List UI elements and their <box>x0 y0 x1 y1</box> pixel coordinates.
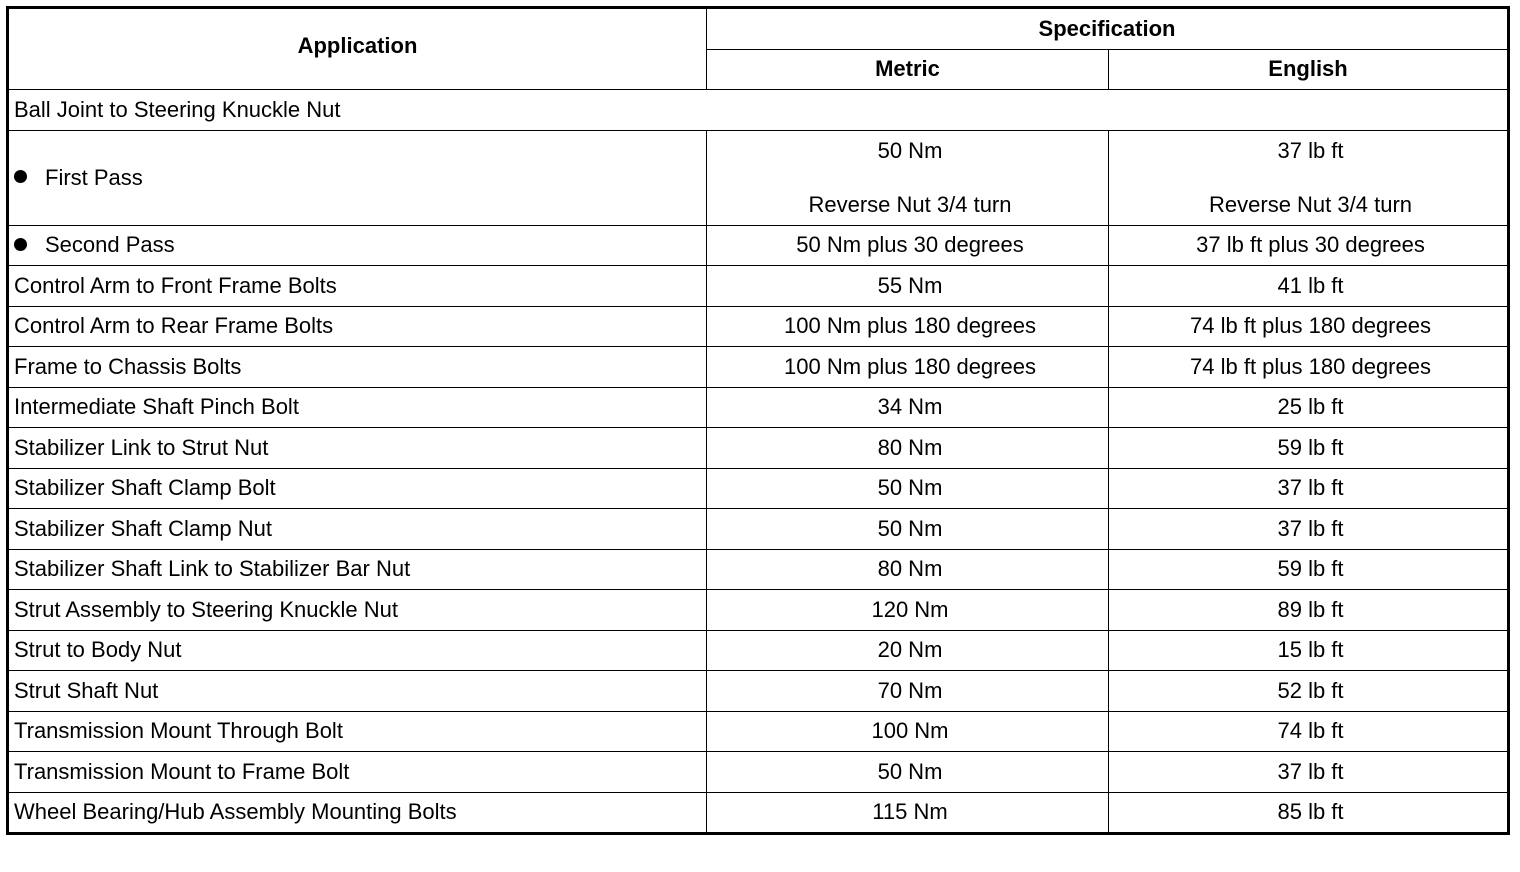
metric-cell: 55 Nm <box>707 266 1109 307</box>
english-cell: 41 lb ft <box>1109 266 1509 307</box>
application-cell: Strut to Body Nut <box>8 630 707 671</box>
table-row <box>8 387 1509 428</box>
metric-cell: 115 Nm <box>707 792 1109 834</box>
second-pass-row <box>8 225 1509 266</box>
table-row <box>8 266 1509 307</box>
application-cell: Stabilizer Shaft Clamp Nut <box>8 509 707 550</box>
english-cell: 37 lb ft <box>1109 468 1509 509</box>
english-cell: 74 lb ft <box>1109 711 1509 752</box>
metric-cell: 50 Nm <box>707 468 1109 509</box>
table-row <box>8 792 1509 834</box>
metric-cell: 100 Nm plus 180 degrees <box>707 306 1109 347</box>
table-row <box>8 428 1509 469</box>
english-cell: 74 lb ft plus 180 degrees <box>1109 347 1509 388</box>
application-cell: Frame to Chassis Bolts <box>8 347 707 388</box>
bullet-icon <box>14 238 27 251</box>
application-cell: Stabilizer Shaft Link to Stabilizer Bar Nut <box>8 549 707 590</box>
english-cell: 25 lb ft <box>1109 387 1509 428</box>
application-cell: Control Arm to Rear Frame Bolts <box>8 306 707 347</box>
header-metric: Metric <box>707 49 1109 90</box>
application-cell: Wheel Bearing/Hub Assembly Mounting Bolts <box>8 792 707 834</box>
table-row <box>8 468 1509 509</box>
table-row <box>8 509 1509 550</box>
english-cell: 15 lb ft <box>1109 630 1509 671</box>
second-pass-label: Second Pass <box>45 232 175 258</box>
english-cell: 85 lb ft <box>1109 792 1509 834</box>
english-cell: 37 lb ft <box>1109 752 1509 793</box>
english-cell: 37 lb ft <box>1109 509 1509 550</box>
english-cell: 89 lb ft <box>1109 590 1509 631</box>
application-cell: Transmission Mount to Frame Bolt <box>8 752 707 793</box>
metric-cell: 70 Nm <box>707 671 1109 712</box>
torque-spec-table <box>6 6 1510 835</box>
first-pass-metric-line1: 50 Nm <box>877 137 943 163</box>
metric-cell: 120 Nm <box>707 590 1109 631</box>
bullet-icon <box>14 170 27 183</box>
table-row <box>8 671 1509 712</box>
metric-cell: 50 Nm <box>707 509 1109 550</box>
metric-cell: 34 Nm <box>707 387 1109 428</box>
metric-cell: 100 Nm plus 180 degrees <box>707 347 1109 388</box>
second-pass-cell <box>8 225 707 266</box>
first-pass-english <box>1109 130 1509 225</box>
table-row <box>8 306 1509 347</box>
table-row <box>8 711 1509 752</box>
application-cell: Control Arm to Front Frame Bolts <box>8 266 707 307</box>
first-pass-english-line2: Reverse Nut 3/4 turn <box>1209 191 1412 217</box>
first-pass-label: First Pass <box>45 164 143 190</box>
metric-cell: 50 Nm <box>707 752 1109 793</box>
first-pass-cell <box>8 130 707 225</box>
table-row <box>8 630 1509 671</box>
metric-cell: 100 Nm <box>707 711 1109 752</box>
application-cell: Stabilizer Shaft Clamp Bolt <box>8 468 707 509</box>
first-pass-english-line1: 37 lb ft <box>1277 137 1344 163</box>
first-pass-metric <box>707 130 1109 225</box>
application-cell: Strut Assembly to Steering Knuckle Nut <box>8 590 707 631</box>
metric-cell: 80 Nm <box>707 549 1109 590</box>
header-row-top <box>8 8 1509 50</box>
table-row <box>8 590 1509 631</box>
metric-cell: 80 Nm <box>707 428 1109 469</box>
header-english: English <box>1109 49 1509 90</box>
english-cell: 59 lb ft <box>1109 428 1509 469</box>
application-cell: Stabilizer Link to Strut Nut <box>8 428 707 469</box>
application-cell: Intermediate Shaft Pinch Bolt <box>8 387 707 428</box>
english-cell: 74 lb ft plus 180 degrees <box>1109 306 1509 347</box>
table-row <box>8 752 1509 793</box>
group-label: Ball Joint to Steering Knuckle Nut <box>8 90 1509 131</box>
header-specification: Specification <box>707 8 1509 50</box>
header-application: Application <box>8 8 707 90</box>
english-cell: 59 lb ft <box>1109 549 1509 590</box>
application-cell: Strut Shaft Nut <box>8 671 707 712</box>
second-pass-english: 37 lb ft plus 30 degrees <box>1109 225 1509 266</box>
metric-cell: 20 Nm <box>707 630 1109 671</box>
application-cell: Transmission Mount Through Bolt <box>8 711 707 752</box>
table-row <box>8 347 1509 388</box>
second-pass-metric: 50 Nm plus 30 degrees <box>707 225 1109 266</box>
group-row <box>8 90 1509 131</box>
english-cell: 52 lb ft <box>1109 671 1509 712</box>
first-pass-metric-line2: Reverse Nut 3/4 turn <box>808 191 1012 217</box>
table-row <box>8 549 1509 590</box>
first-pass-row <box>8 130 1509 225</box>
